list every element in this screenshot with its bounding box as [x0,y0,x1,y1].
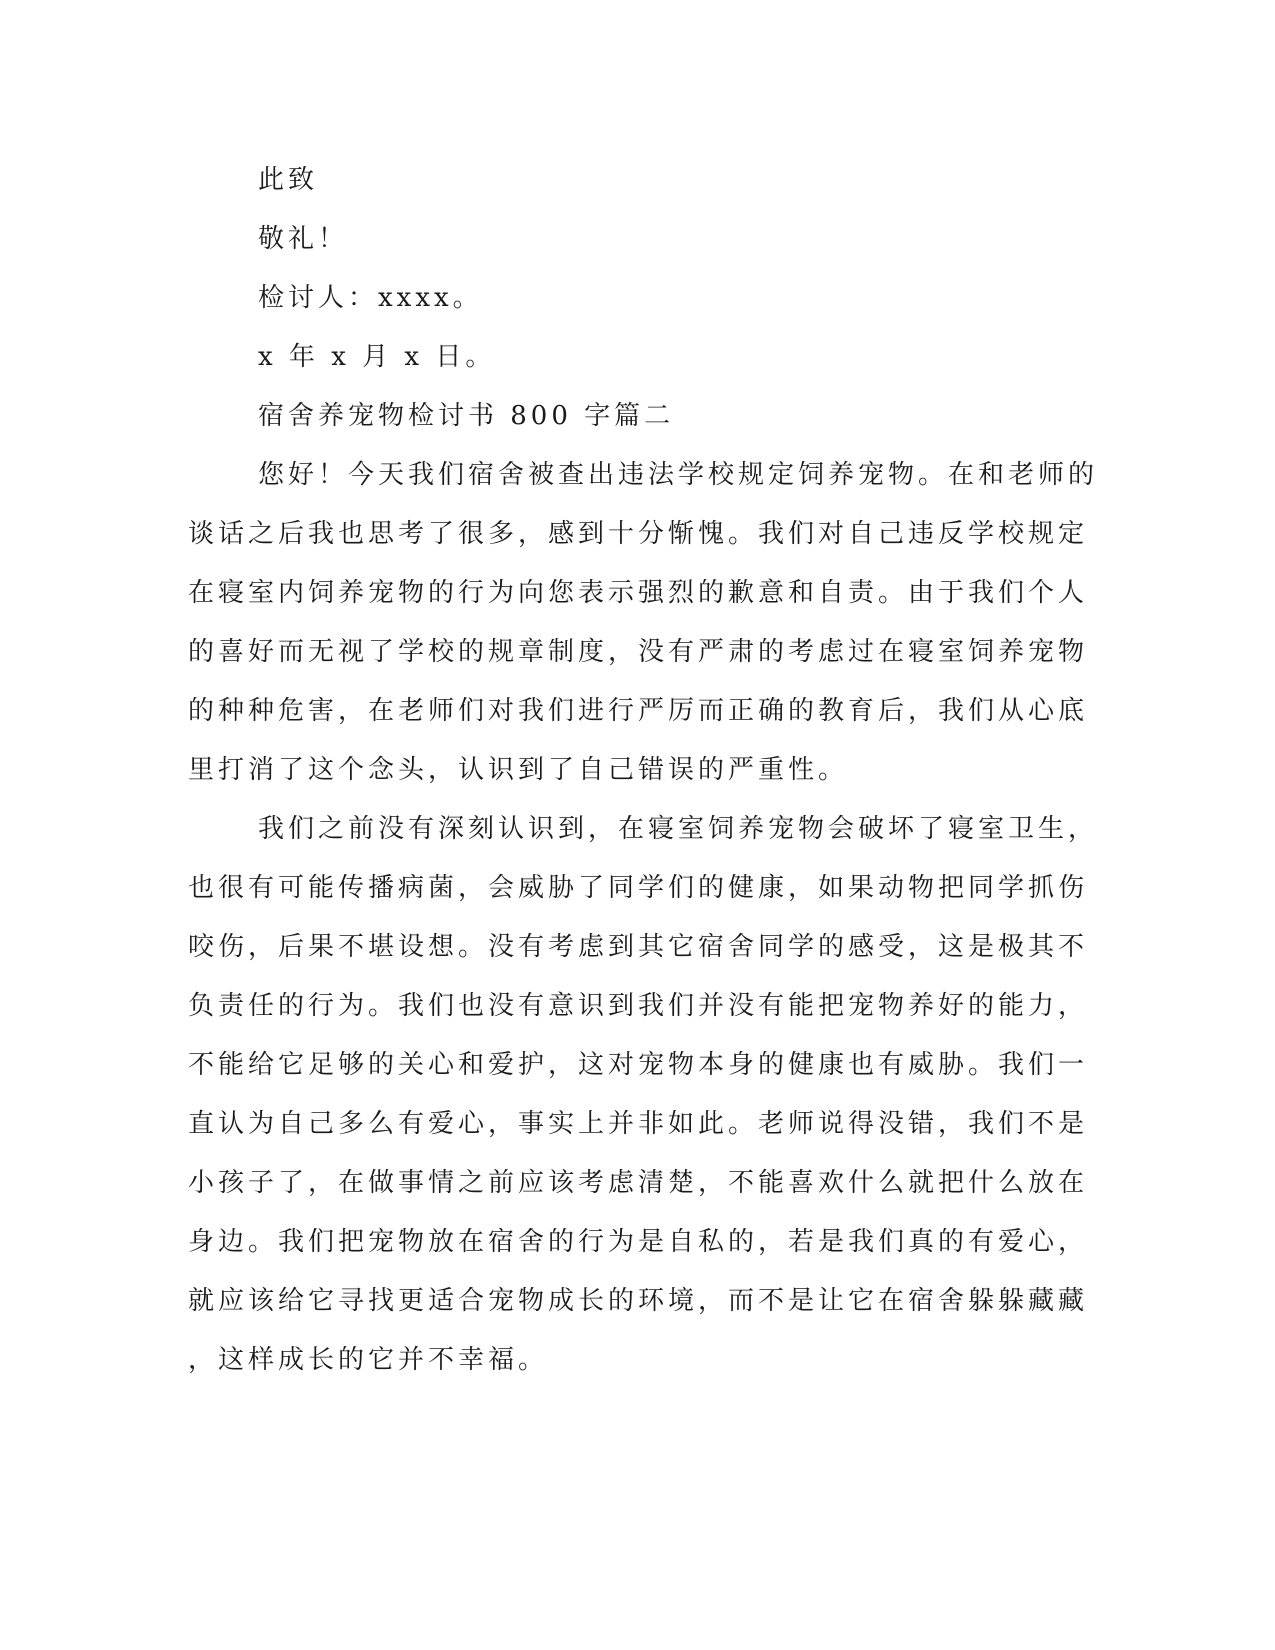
paragraph-2-line: ，这样成长的它并不幸福。 [188,1345,549,1375]
paragraph-2-line: 小孩子了，在做事情之前应该考虑清楚，不能喜欢什么就把什么放在 [188,1168,1089,1198]
paragraph-2-line: 不能给它足够的关心和爱护，这对宠物本身的健康也有威胁。我们一 [188,1050,1089,1080]
signer-line: 检讨人：xxxx。 [258,283,483,313]
paragraph-1-line: 在寝室内饲养宠物的行为向您表示强烈的歉意和自责。由于我们个人 [188,578,1089,608]
paragraph-2-line: 我们之前没有深刻认识到，在寝室饲养宠物会破坏了寝室卫生， [258,814,1099,844]
paragraph-2-line: 负责任的行为。我们也没有意识到我们并没有能把宠物养好的能力， [188,991,1089,1021]
paragraph-2-line: 咬伤，后果不堪设想。没有考虑到其它宿舍同学的感受，这是极其不 [188,932,1089,962]
closing-salutation-1: 此致 [258,165,319,195]
paragraph-1-line: 的种种危害，在老师们对我们进行严厉而正确的教育后，我们从心底 [188,696,1089,726]
paragraph-1-line: 您好！今天我们宿舍被查出违法学校规定饲养宠物。在和老师的 [258,460,1099,490]
paragraph-2-line: 就应该给它寻找更适合宠物成长的环境，而不是让它在宿舍躲躲藏藏 [188,1286,1089,1316]
closing-salutation-2: 敬礼！ [258,224,349,254]
paragraph-2-line: 身边。我们把宠物放在宿舍的行为是自私的，若是我们真的有爱心， [188,1227,1089,1257]
paragraph-1-line: 的喜好而无视了学校的规章制度，没有严肃的考虑过在寝室饲养宠物 [188,637,1089,667]
paragraph-2-line: 也很有可能传播病菌，会威胁了同学们的健康，如果动物把同学抓伤 [188,873,1089,903]
paragraph-2-line: 直认为自己多么有爱心，事实上并非如此。老师说得没错，我们不是 [188,1109,1089,1139]
paragraph-1-line: 里打消了这个念头，认识到了自己错误的严重性。 [188,755,849,785]
date-line: x 年 x 月 x 日。 [258,342,496,372]
paragraph-1-line: 谈话之后我也思考了很多，感到十分惭愧。我们对自己违反学校规定 [188,519,1089,549]
section-title: 宿舍养宠物检讨书 800 字篇二 [258,401,675,431]
